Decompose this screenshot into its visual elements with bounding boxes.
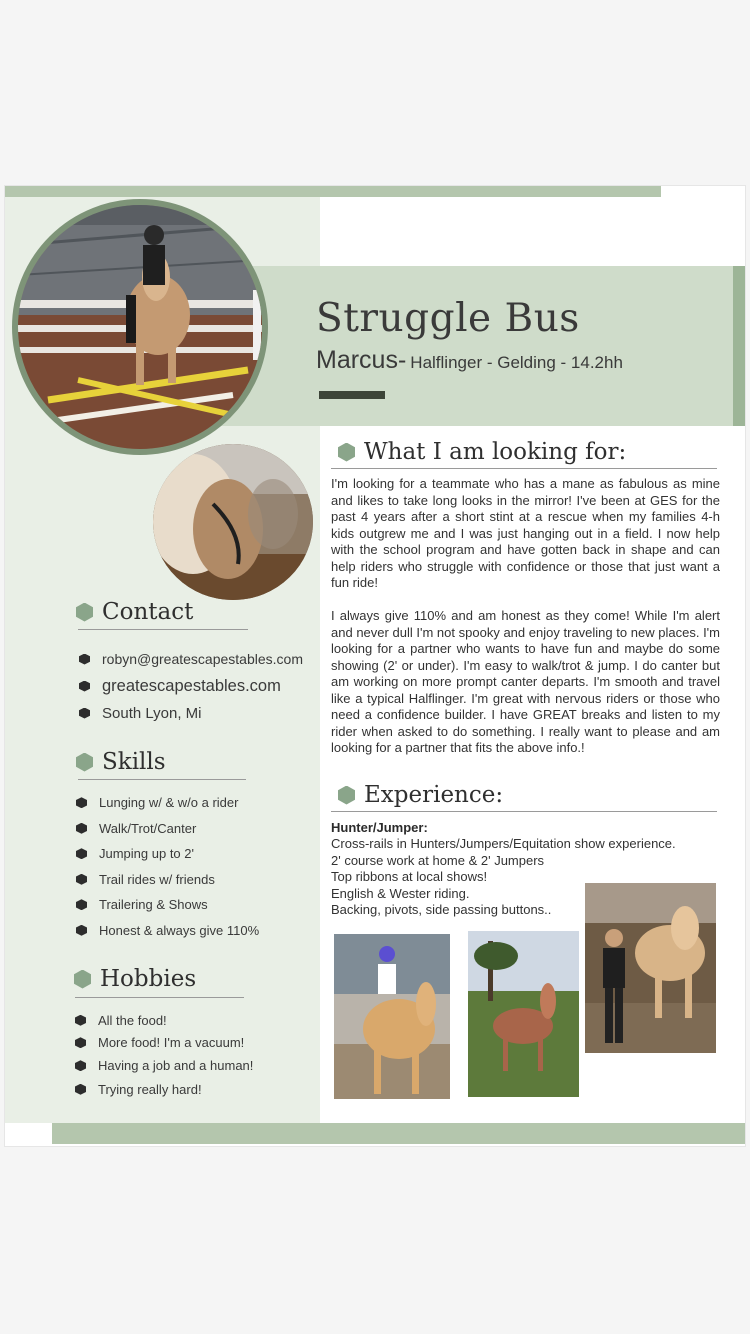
photo-boy-with-horse (585, 883, 716, 1053)
child-riding-illustration (334, 934, 450, 1099)
hobbies-list (75, 1009, 253, 1101)
contact-heading (76, 599, 193, 625)
hobby-item: Having a job and a human! (75, 1054, 253, 1078)
page-title: Struggle Bus (316, 296, 580, 341)
bullet-icon (76, 848, 87, 859)
contact-item (79, 701, 303, 725)
skills-list (76, 790, 259, 943)
skills-rule (78, 779, 246, 780)
skills-heading (76, 749, 166, 775)
looking-for-paragraph-1: I'm looking for a teammate who has a mane as fabulous as mine and likes to take long looks in the mirror! I've been at GES for the past 4 years after a short stint at a rescue when my families 4-h kids outgrew me and I was just hanging out in a field. I now help with the school program and have gotten back in shape and can help riders who struggle with confidence or those that just want a fun ride! (331, 476, 720, 590)
bullet-icon (75, 1084, 86, 1095)
hobbies-rule (75, 997, 244, 998)
bullet-icon (75, 1015, 86, 1026)
horse-field-illustration (468, 931, 579, 1097)
top-accent-bar (5, 186, 661, 197)
contact-email[interactable]: robyn@greatescapestables.com (102, 651, 303, 667)
horse-name: Marcus- (316, 346, 407, 374)
horse-details: Halflinger - Gelding - 14.2hh (410, 353, 623, 372)
title-band-edge (733, 266, 745, 426)
photo-horse-head-closeup (153, 444, 313, 600)
hexagon-icon (338, 443, 355, 462)
experience-heading (338, 782, 503, 808)
skill-item: Trailering & Shows (76, 892, 259, 918)
bullet-icon (79, 654, 90, 665)
contact-item[interactable] (79, 671, 303, 701)
bullet-icon (75, 1060, 86, 1071)
bullet-icon (79, 708, 90, 719)
experience-heading-text: Experience: (364, 782, 504, 808)
hexagon-icon (338, 786, 355, 805)
looking-for-paragraph-2: I always give 110% and am honest as they come! While I'm alert and never dull I'm not spooky and enjoy traveling to new places. I'm looking for a partner who wants to have fun and maybe do some showing (2' or under). I'm easy to walk/trot & jump. I do canter but am working on more prompt canter departs. I'm smooth and travel like a typical Halflinger. I'm great with nervous riders or those who need a confidence builder. I have GREAT breaks and listen to my rider when asked to do something. I really want to please and am looking for a partner that fits the above info.! (331, 608, 720, 755)
hobbies-heading-text: Hobbies (100, 966, 197, 992)
bullet-icon (75, 1037, 86, 1048)
bottom-accent-bar (52, 1123, 745, 1144)
boy-with-horse-illustration (585, 883, 716, 1053)
looking-for-heading (338, 439, 626, 465)
horse-head-illustration (153, 444, 313, 600)
skill-item: Lunging w/ & w/o a rider (76, 790, 259, 816)
skills-heading-text: Skills (102, 749, 166, 775)
photo-child-riding (334, 934, 450, 1099)
experience-line: English & Wester riding. (331, 885, 470, 901)
hexagon-icon (76, 753, 93, 772)
main-photo-rider-jumping (12, 199, 268, 455)
skill-item: Walk/Trot/Canter (76, 816, 259, 842)
contact-item[interactable] (79, 647, 303, 671)
horse-subtitle (316, 346, 623, 375)
bullet-icon (76, 874, 87, 885)
looking-for-rule (331, 468, 717, 469)
skill-item: Jumping up to 2' (76, 841, 259, 867)
arena-jump-illustration (18, 205, 262, 449)
hobbies-heading (74, 966, 196, 992)
experience-subheading: Hunter/Jumper: (331, 820, 428, 835)
contact-rule (78, 629, 248, 630)
bullet-icon (76, 899, 87, 910)
skill-item: Trail rides w/ friends (76, 867, 259, 893)
experience-line: 2' course work at home & 2' Jumpers (331, 852, 545, 868)
bullet-icon (76, 823, 87, 834)
photo-horse-in-field (468, 931, 579, 1097)
hobby-item: All the food! (75, 1009, 253, 1032)
hobby-item: More food! I'm a vacuum! (75, 1032, 253, 1055)
skill-item: Honest & always give 110% (76, 918, 259, 944)
flyer-page (5, 186, 745, 1146)
contact-list (79, 647, 303, 725)
experience-line: Backing, pivots, side passing buttons.. (331, 902, 552, 917)
experience-line: Cross-rails in Hunters/Jumpers/Equitation show experience. (331, 836, 676, 851)
contact-location: South Lyon, Mi (102, 704, 202, 722)
bullet-icon (79, 681, 90, 692)
experience-rule (331, 811, 717, 812)
hobby-item: Trying really hard! (75, 1078, 253, 1102)
bullet-icon (76, 797, 87, 808)
contact-website[interactable]: greatescapestables.com (102, 676, 281, 695)
looking-for-heading-text: What I am looking for: (364, 439, 627, 465)
hexagon-icon (76, 603, 93, 622)
experience-line: Top ribbons at local shows! (331, 869, 488, 884)
contact-heading-text: Contact (102, 599, 194, 625)
bullet-icon (76, 925, 87, 936)
title-underline-dash (319, 391, 385, 399)
hexagon-icon (74, 970, 91, 989)
